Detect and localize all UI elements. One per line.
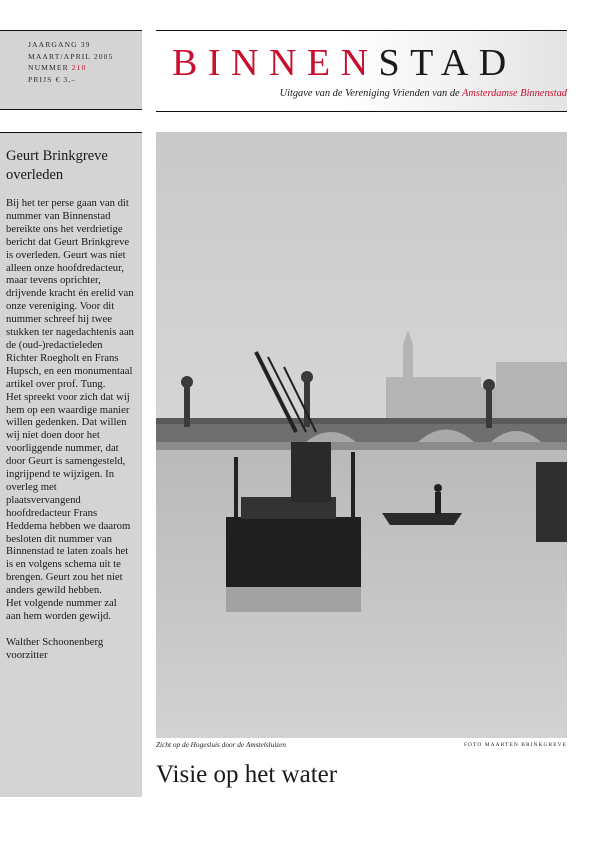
masthead (156, 30, 567, 112)
bridge (156, 418, 567, 450)
issue-volume: JAARGANG 39 (28, 40, 91, 49)
issue-info-box (0, 30, 142, 110)
sidebar-paragraph-1: Bij het ter perse gaan van dit nummer van Binnenstad bereikte ons het verdrietige bericht dat Geurt Brinkgreve is overleden. Geurt was niet alleen onze hoofdredacteur, maar tevens oprichter, drijvende kracht én erelid van onze vereniging. Voor dit nummer schreef hij twee stukken ter nagedachtenis aan de (oud-)redactieleden Richter Roegholt en Frans Hupsch, en een monumentaal artikel over prof. Tung. (6, 197, 134, 390)
sidebar-paragraph-2: Het spreekt voor zich dat wij hem op een waardige manier willen gedenken. Dat willen wij niet doen door het voorliggende nummer, dat door Geurt is samengesteld, ingrijpend te wijzigen. In overleg met plaatsvervangend hoofdredacteur Frans Heddema hebben we daarom besloten dit nummer van Binnenstad te laten zoals het is en volgens schema uit te brengen. Geurt zou het niet anders gewild hebben. (6, 390, 131, 597)
issue-price: PRIJS € 3,– (28, 74, 77, 84)
headline: Visie op het water (156, 761, 338, 788)
masthead-subtitle (280, 88, 567, 99)
photo-caption: Zicht op de Hogesluis door de Amstelsluizen (156, 740, 286, 749)
issue-number-label: NUMMER (28, 63, 69, 72)
issue-date: MAART/APRIL 2005 (28, 51, 114, 61)
sidebar-body (6, 197, 134, 662)
sidebar-title: Geurt Brinkgreve overleden (6, 148, 108, 183)
photo-credit: FOTO MAARTEN BRINKGREVE (463, 742, 567, 748)
barge-reflection (226, 587, 361, 612)
moored-boat-right (536, 462, 567, 542)
issue-number (28, 62, 142, 74)
masthead-subtitle-link: Amsterdamse Binnenstad (462, 88, 567, 99)
masthead-title (172, 43, 517, 83)
masthead-subtitle-prefix: Uitgave van de Vereniging Vrienden van de (279, 88, 460, 99)
issue-number-value: 210 (71, 63, 87, 72)
signature-name: Walther Schoonenberg (6, 635, 104, 648)
sidebar-paragraph-3: Het volgende nummer zal aan hem worden gewijd. (6, 597, 117, 622)
water (156, 432, 567, 738)
masthead-title-red: BINNEN (172, 42, 379, 84)
masthead-title-black: STAD (378, 42, 517, 84)
sidebar (0, 132, 142, 797)
signature-role: voorzitter (6, 648, 48, 661)
cover-photo-illustration (156, 132, 567, 738)
cover-photo (156, 132, 567, 738)
